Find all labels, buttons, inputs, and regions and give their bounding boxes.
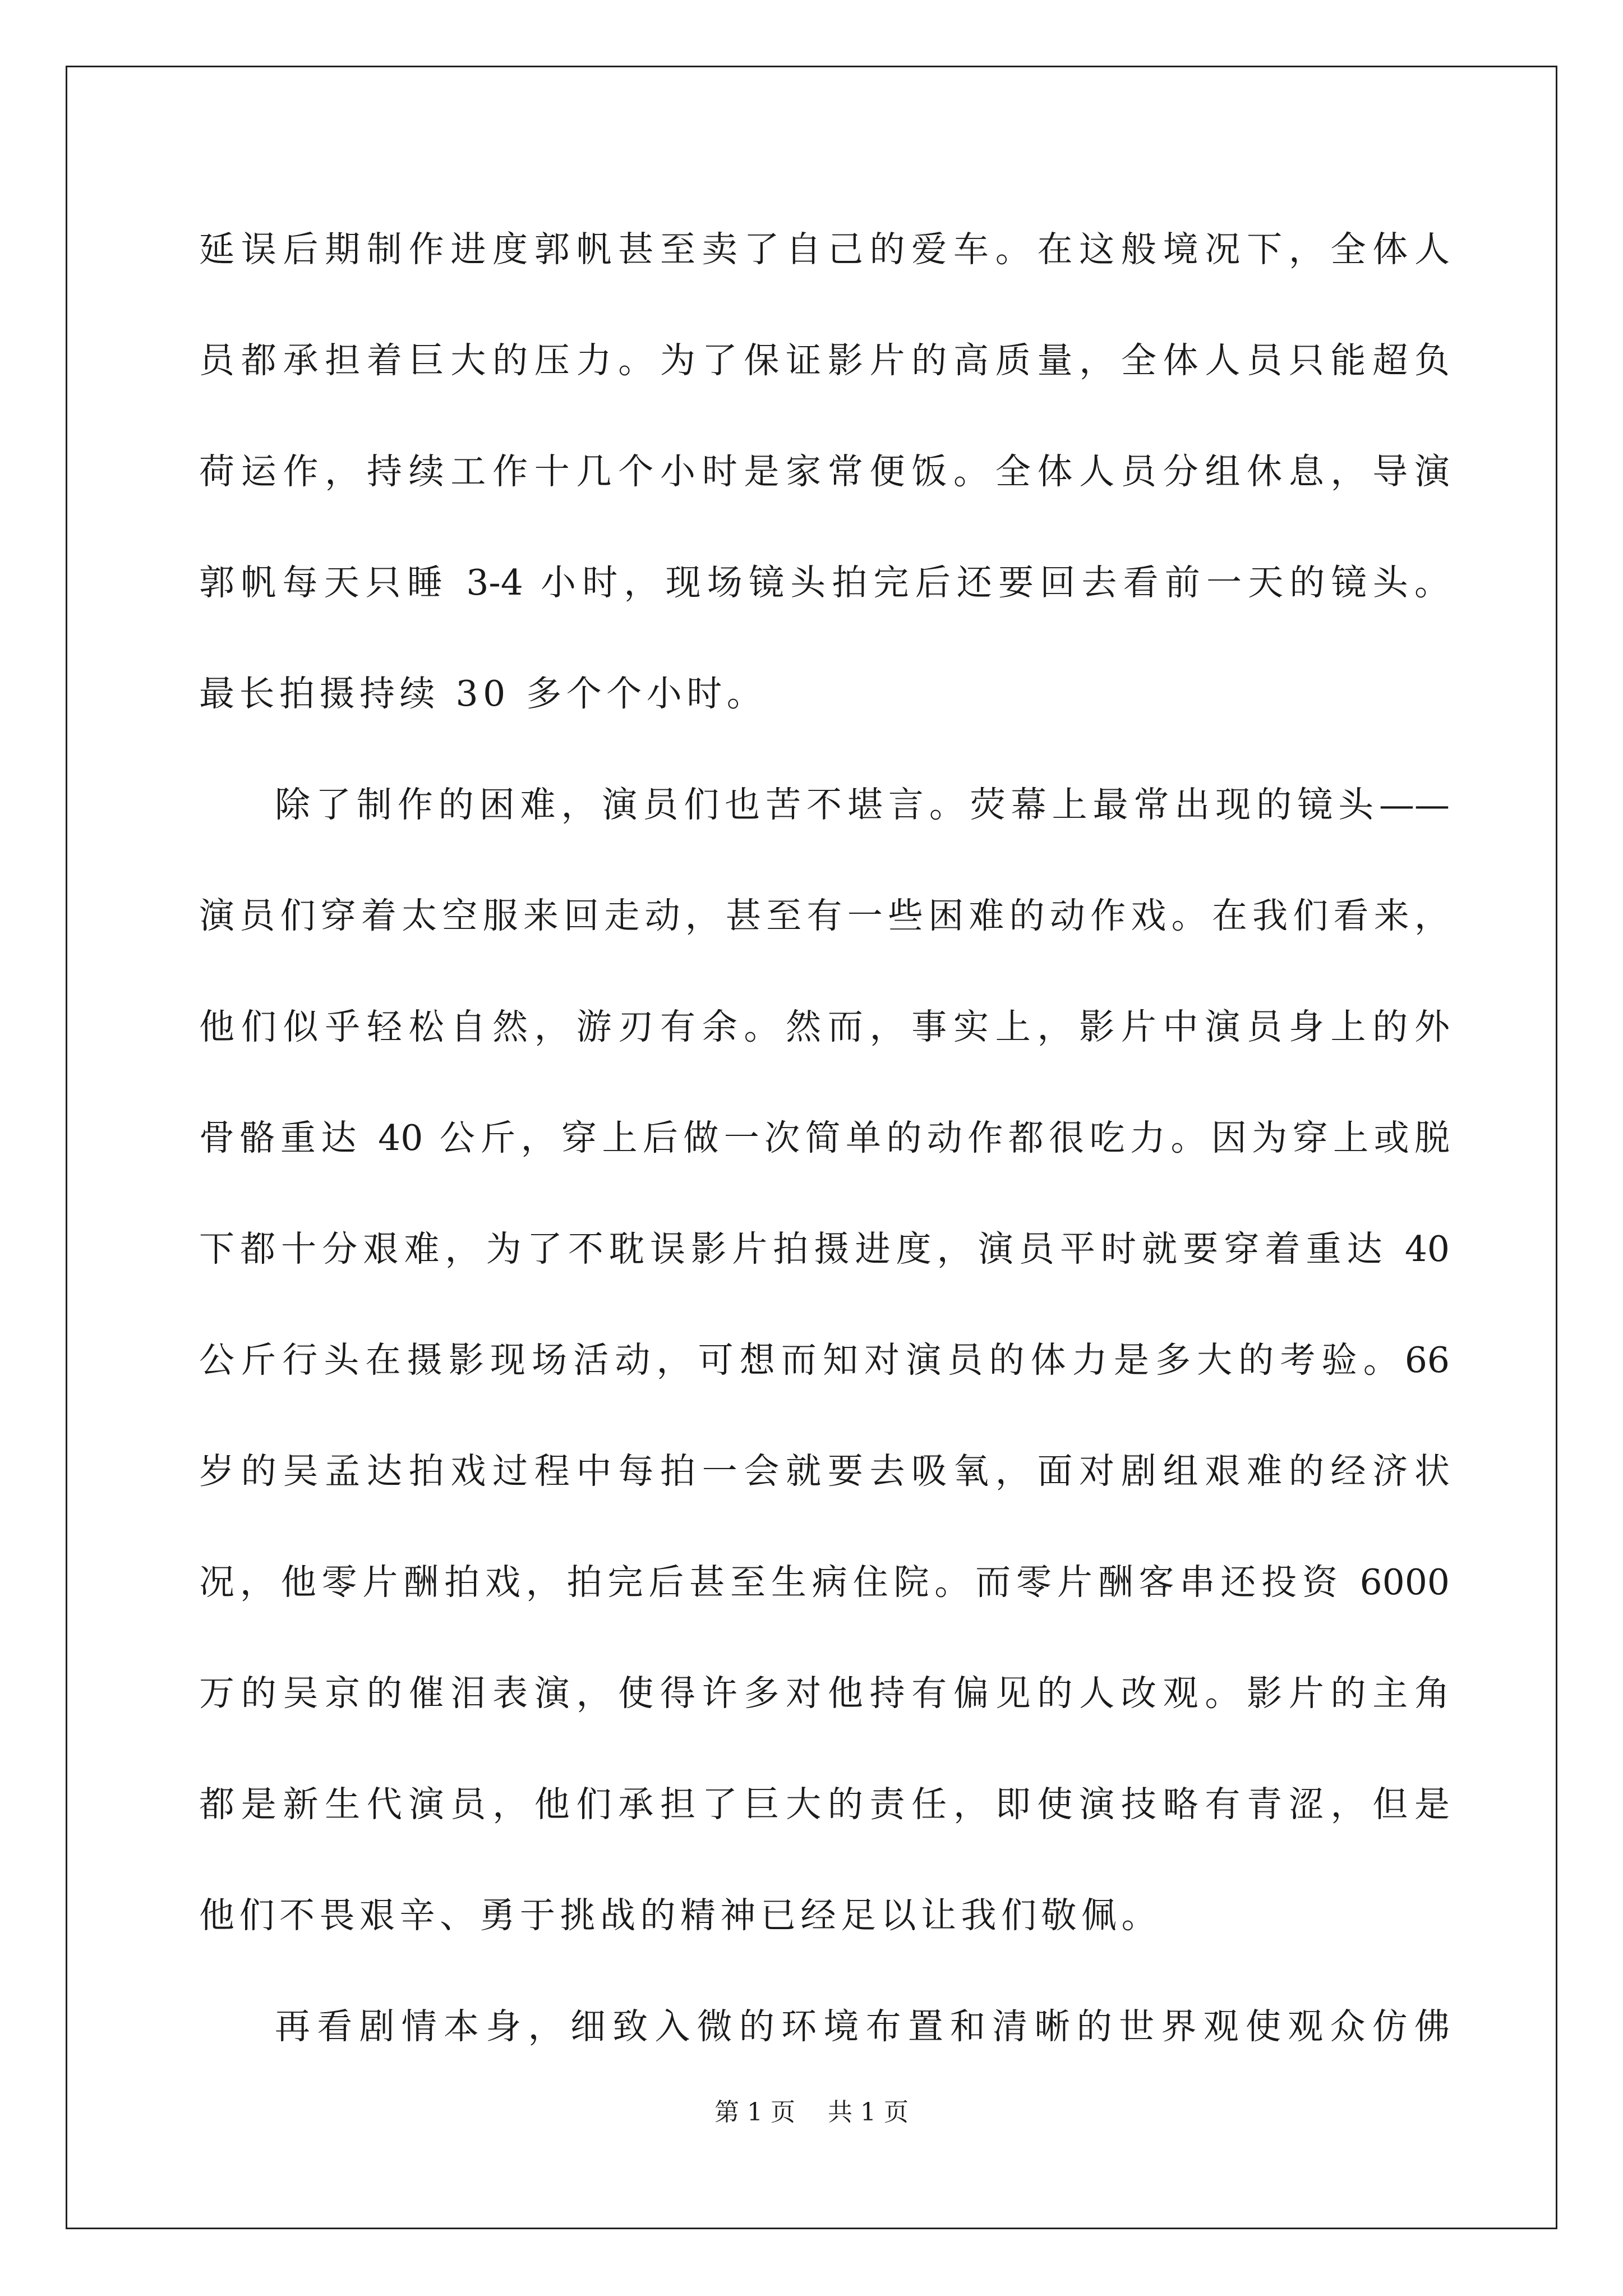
text-line: 荷运作，持续工作十几个小时是家常便饭。全体人员分组休息，导演: [199, 451, 1450, 492]
text-line: 延误后期制作进度郭帆甚至卖了自己的爱车。在这般境况下，全体人: [199, 229, 1450, 270]
text-line: 下都十分艰难，为了不耽误影片拍摄进度，演员平时就要穿着重达 40: [199, 1228, 1450, 1269]
text-line: 他们似乎轻松自然，游刃有余。然而，事实上，影片中演员身上的外: [199, 1006, 1450, 1047]
text-line: 万的吴京的催泪表演，使得许多对他持有偏见的人改观。影片的主角: [199, 1673, 1450, 1714]
text-line: 员都承担着巨大的压力。为了保证影片的高质量，全体人员只能超负: [199, 340, 1450, 381]
text-line: 都是新生代演员，他们承担了巨大的责任，即使演技略有青涩，但是: [199, 1784, 1450, 1825]
text-line: 郭帆每天只睡 3-4 小时，现场镜头拍完后还要回去看前一天的镜头。: [199, 562, 1450, 603]
paragraph-first-line: 除了制作的困难，演员们也苦不堪言。荧幕上最常出现的镜头——: [275, 784, 1450, 825]
text-line: 公斤行头在摄影现场活动，可想而知对演员的体力是多大的考验。66: [199, 1340, 1450, 1381]
text-line: 况，他零片酬拍戏，拍完后甚至生病住院。而零片酬客串还投资 6000: [199, 1562, 1450, 1603]
text-line: 骨骼重达 40 公斤，穿上后做一次简单的动作都很吃力。因为穿上或脱: [199, 1117, 1450, 1158]
page-footer: 第 1 页 共 1 页: [714, 2098, 909, 2127]
text-line: 演员们穿着太空服来回走动，甚至有一些困难的动作戏。在我们看来，: [199, 895, 1450, 936]
paragraph-first-line: 再看剧情本身，细致入微的环境布置和清晰的世界观使观众仿佛: [275, 2006, 1450, 2047]
text-line: 最长拍摄持续 30 多个个小时。: [199, 673, 767, 714]
text-line: 他们不畏艰辛、勇于挑战的精神已经足以让我们敬佩。: [199, 1895, 1161, 1936]
text-line: 岁的吴孟达拍戏过程中每拍一会就要去吸氧，面对剧组艰难的经济状: [199, 1451, 1450, 1492]
